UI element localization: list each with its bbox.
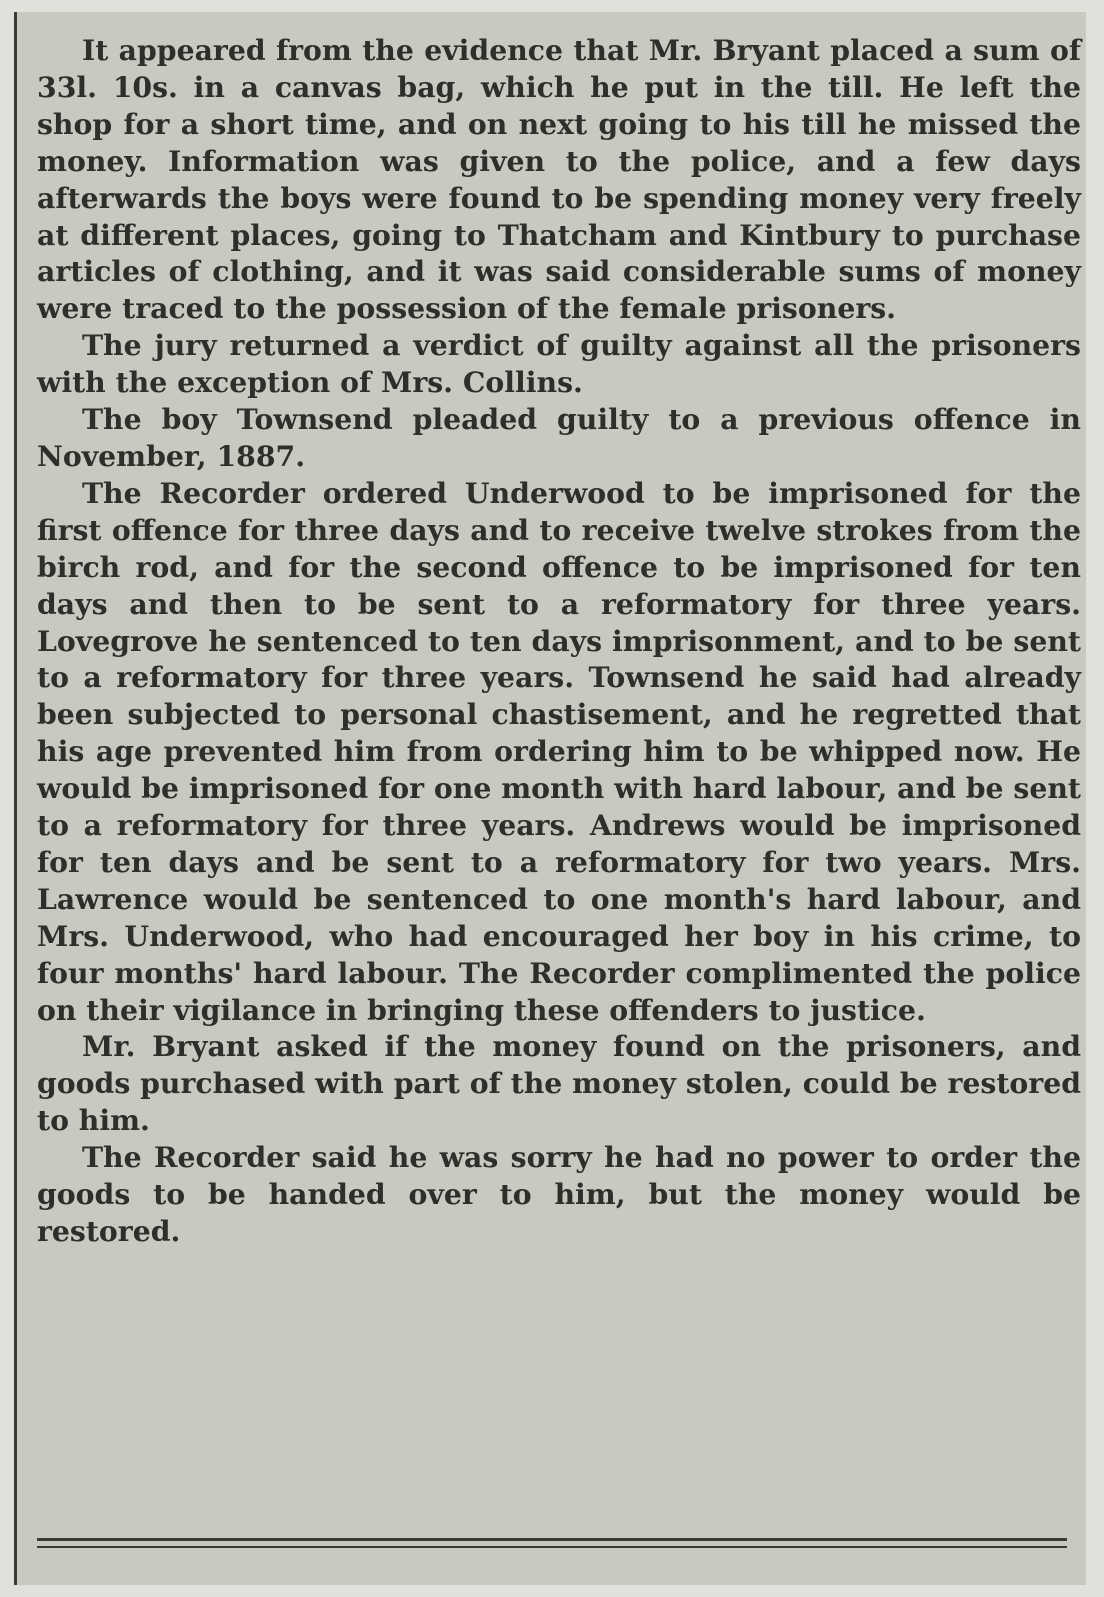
paragraph-recorder-reply: The Recorder said he was sorry he had no power to order the goods to be handed over to him, but the money would be restored. [37,1140,1081,1248]
newspaper-clipping [14,12,1086,1585]
rule-line-top [37,1538,1067,1541]
paragraph-restoration-request: Mr. Bryant asked if the money found on the prisoners, and goods purchased with part of the money stolen, could be restored to him. [37,1029,1081,1138]
paragraph-verdict: The jury returned a verdict of guilty against all the prisoners with the exception of Mrs. Collins. [37,328,1081,400]
paragraph-previous-offence: The boy Townsend pleaded guilty to a previous offence in November, 1887. [37,402,1081,473]
rule-line-bottom [37,1546,1067,1548]
paragraph-sentences: The Recorder ordered Underwood to be imprisoned for the first offence for three days and to receive twelve strokes from the birch rod, and for the second offence to be imprisoned for ten days and then to be sent to a reformatory for three years. Lovegrove he sentenced to ten days imprisonment, and to be sent to a reformatory for three years. Townsend he said had already been subjected to personal chastisement, and he regretted that his age prevented him from ordering him to be whipped now. He would be imprisoned for one month with hard labour, and be sent to a reformatory for three years. Andrews would be imprisoned for ten days and be sent to a reformatory for two years. Mrs. Lawrence would be sentenced to one month's hard labour, and Mrs. Underwood, who had encouraged her boy in his crime, to four months' hard labour. The Recorder complimented the police on their vigilance in bringing these offenders to justice. [37,475,1081,1027]
paragraph-evidence: It appeared from the evidence that Mr. Bryant placed a sum of 33l. 10s. in a canvas bag, which he put in the till. He left the shop for a short time, and on next going to his till he missed the money. Information was given to the police, and a few days afterwards the boys were found to be spending money very freely at different places, going to Thatcham and Kintbury to purchase articles of clothing, and it was said considerable sums of money were traced to the possession of the female prisoners. [37,33,1081,326]
closing-rule [37,1538,1067,1553]
article-column [37,32,1081,1250]
